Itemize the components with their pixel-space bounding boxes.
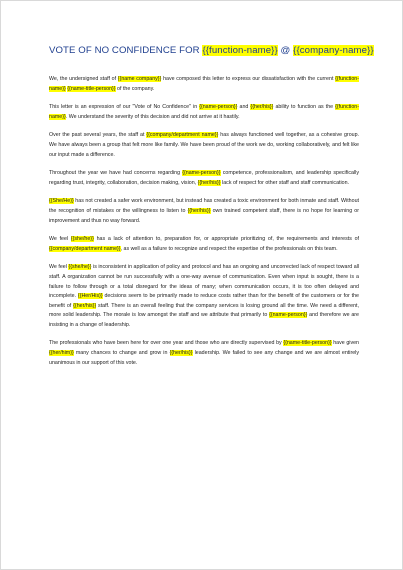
text-run: We feel — [49, 236, 71, 243]
text-run: of the company. — [115, 85, 155, 92]
placeholder-highlight: {{name-person}} — [199, 104, 238, 111]
title-placeholder-company: {{company-name}} — [293, 45, 374, 56]
paragraph-inconsistency — [49, 263, 359, 330]
text-run: has a lack of attention to, preparation for, or appropriate prioritizing of, the requirements and interests of — [93, 236, 359, 243]
text-run: and — [237, 104, 251, 111]
placeholder-highlight: {{she/he}} — [68, 264, 92, 271]
placeholder-highlight: {{She/He}} — [49, 198, 74, 205]
text-run: lack of respect for other staff and staff communication. — [220, 179, 350, 186]
paragraph-concerns — [49, 169, 359, 188]
text-run: has always functioned well together, as a cohesive group. We have always been a group that felt more like family. We have been proud of the work we do, working collaboratively, and felt like our input made a difference. — [49, 132, 360, 158]
placeholder-highlight: {{her/his}} — [169, 350, 193, 357]
paragraph-expression — [49, 103, 359, 122]
text-run: own trained competent staff, there is no hope for learning or improvement and thus no way forward. — [49, 207, 359, 224]
paragraph-attention — [49, 235, 359, 254]
document-title — [49, 45, 374, 56]
placeholder-highlight: {{her/his}} — [197, 179, 221, 186]
text-run: have composed this letter to express our dissatisfaction with the current — [161, 76, 336, 82]
text-run: We feel — [49, 264, 69, 271]
title-separator: @ — [277, 45, 294, 56]
paragraph-intro — [49, 75, 359, 94]
text-run: This letter is an expression of our "Vote of No Confidence" in — [49, 104, 200, 111]
placeholder-highlight: {{company/department name}} — [49, 245, 121, 252]
text-run: staff. There is an overall feeling that the company services is losing ground all the time. We need a different, more solid leadership. The morale is low amongst the staff and we attribute that primarily to — [49, 302, 360, 319]
placeholder-highlight: {{function-name}} — [49, 104, 359, 120]
placeholder-highlight: {{her/his}} — [187, 207, 211, 214]
text-run: decisions seem to be primarily made to reduce costs rather than for the benefit of the customers or for the benefit of — [49, 293, 359, 309]
text-run: ability to function as the — [273, 104, 336, 111]
placeholder-highlight: {{name-title-person}} — [283, 340, 332, 347]
placeholder-highlight: {{she/he}} — [70, 236, 94, 243]
text-run: The professionals who have been here for over one year and those who are directly supervised by — [49, 340, 284, 347]
text-run: We, the undersigned staff of — [49, 76, 118, 82]
placeholder-highlight: {{her/him}} — [49, 350, 74, 357]
placeholder-highlight: {{name-person}} — [269, 312, 308, 319]
paragraph-environment — [49, 197, 359, 226]
placeholder-highlight: {{Her/His}} — [77, 293, 103, 300]
placeholder-highlight: {{name-title-person}} — [67, 85, 116, 92]
text-run: . We understand the severity of this decision and did not arrive at it hastily. — [65, 113, 240, 120]
placeholder-highlight: {{name-person}} — [182, 170, 221, 177]
placeholder-highlight: {{function-name}} — [49, 76, 359, 92]
text-run: Throughout the year we have had concerns regarding — [49, 170, 183, 177]
document-body — [49, 45, 374, 377]
placeholder-highlight: {{her/his}} — [73, 302, 97, 309]
text-run: have given — [331, 340, 360, 347]
text-run: has not created a safer work environment, but instead has created a toxic environment for both inmate and staff. Without the recognition of mistakes or the willingness to listen to — [49, 198, 359, 214]
placeholder-highlight: {{company/department name}} — [146, 132, 219, 139]
text-run: many chances to change and grow in — [73, 350, 170, 357]
text-run: leadership. We failed to see any change and we are almost entirely unanimous in our support of this vote. — [49, 350, 359, 366]
paragraph-conclusion — [49, 339, 359, 368]
placeholder-highlight: {{her/his}} — [250, 104, 274, 111]
title-placeholder-function: {{function-name}} — [202, 45, 278, 56]
text-run: competence, professionalism, and leadership specifically regarding trust, integrity, collaboration, decision making, vision, — [49, 170, 359, 186]
text-run: , as well as a failure to recognize and respect the expertise of the professionals on this team. — [120, 245, 338, 252]
text-run: and therefore we are insisting in a change of leadership. — [49, 312, 359, 328]
text-run: is inconsistent in application of policy and protocol and has an ongoing and uncorrected lack of respect toward all staff. A organization cannot be run successfully with a one-way avenue of communication. Even when input is sought, there is a failure to follow through or a total disregard for the ideas of many; when communication occurs, it is too often delayed and incomplete. — [49, 264, 359, 300]
placeholder-highlight: {{name company}} — [117, 76, 162, 82]
text-run: Over the past several years, the staff at — [49, 132, 147, 139]
paragraph-history — [49, 131, 359, 160]
title-prefix: VOTE OF NO CONFIDENCE FOR — [49, 45, 203, 56]
